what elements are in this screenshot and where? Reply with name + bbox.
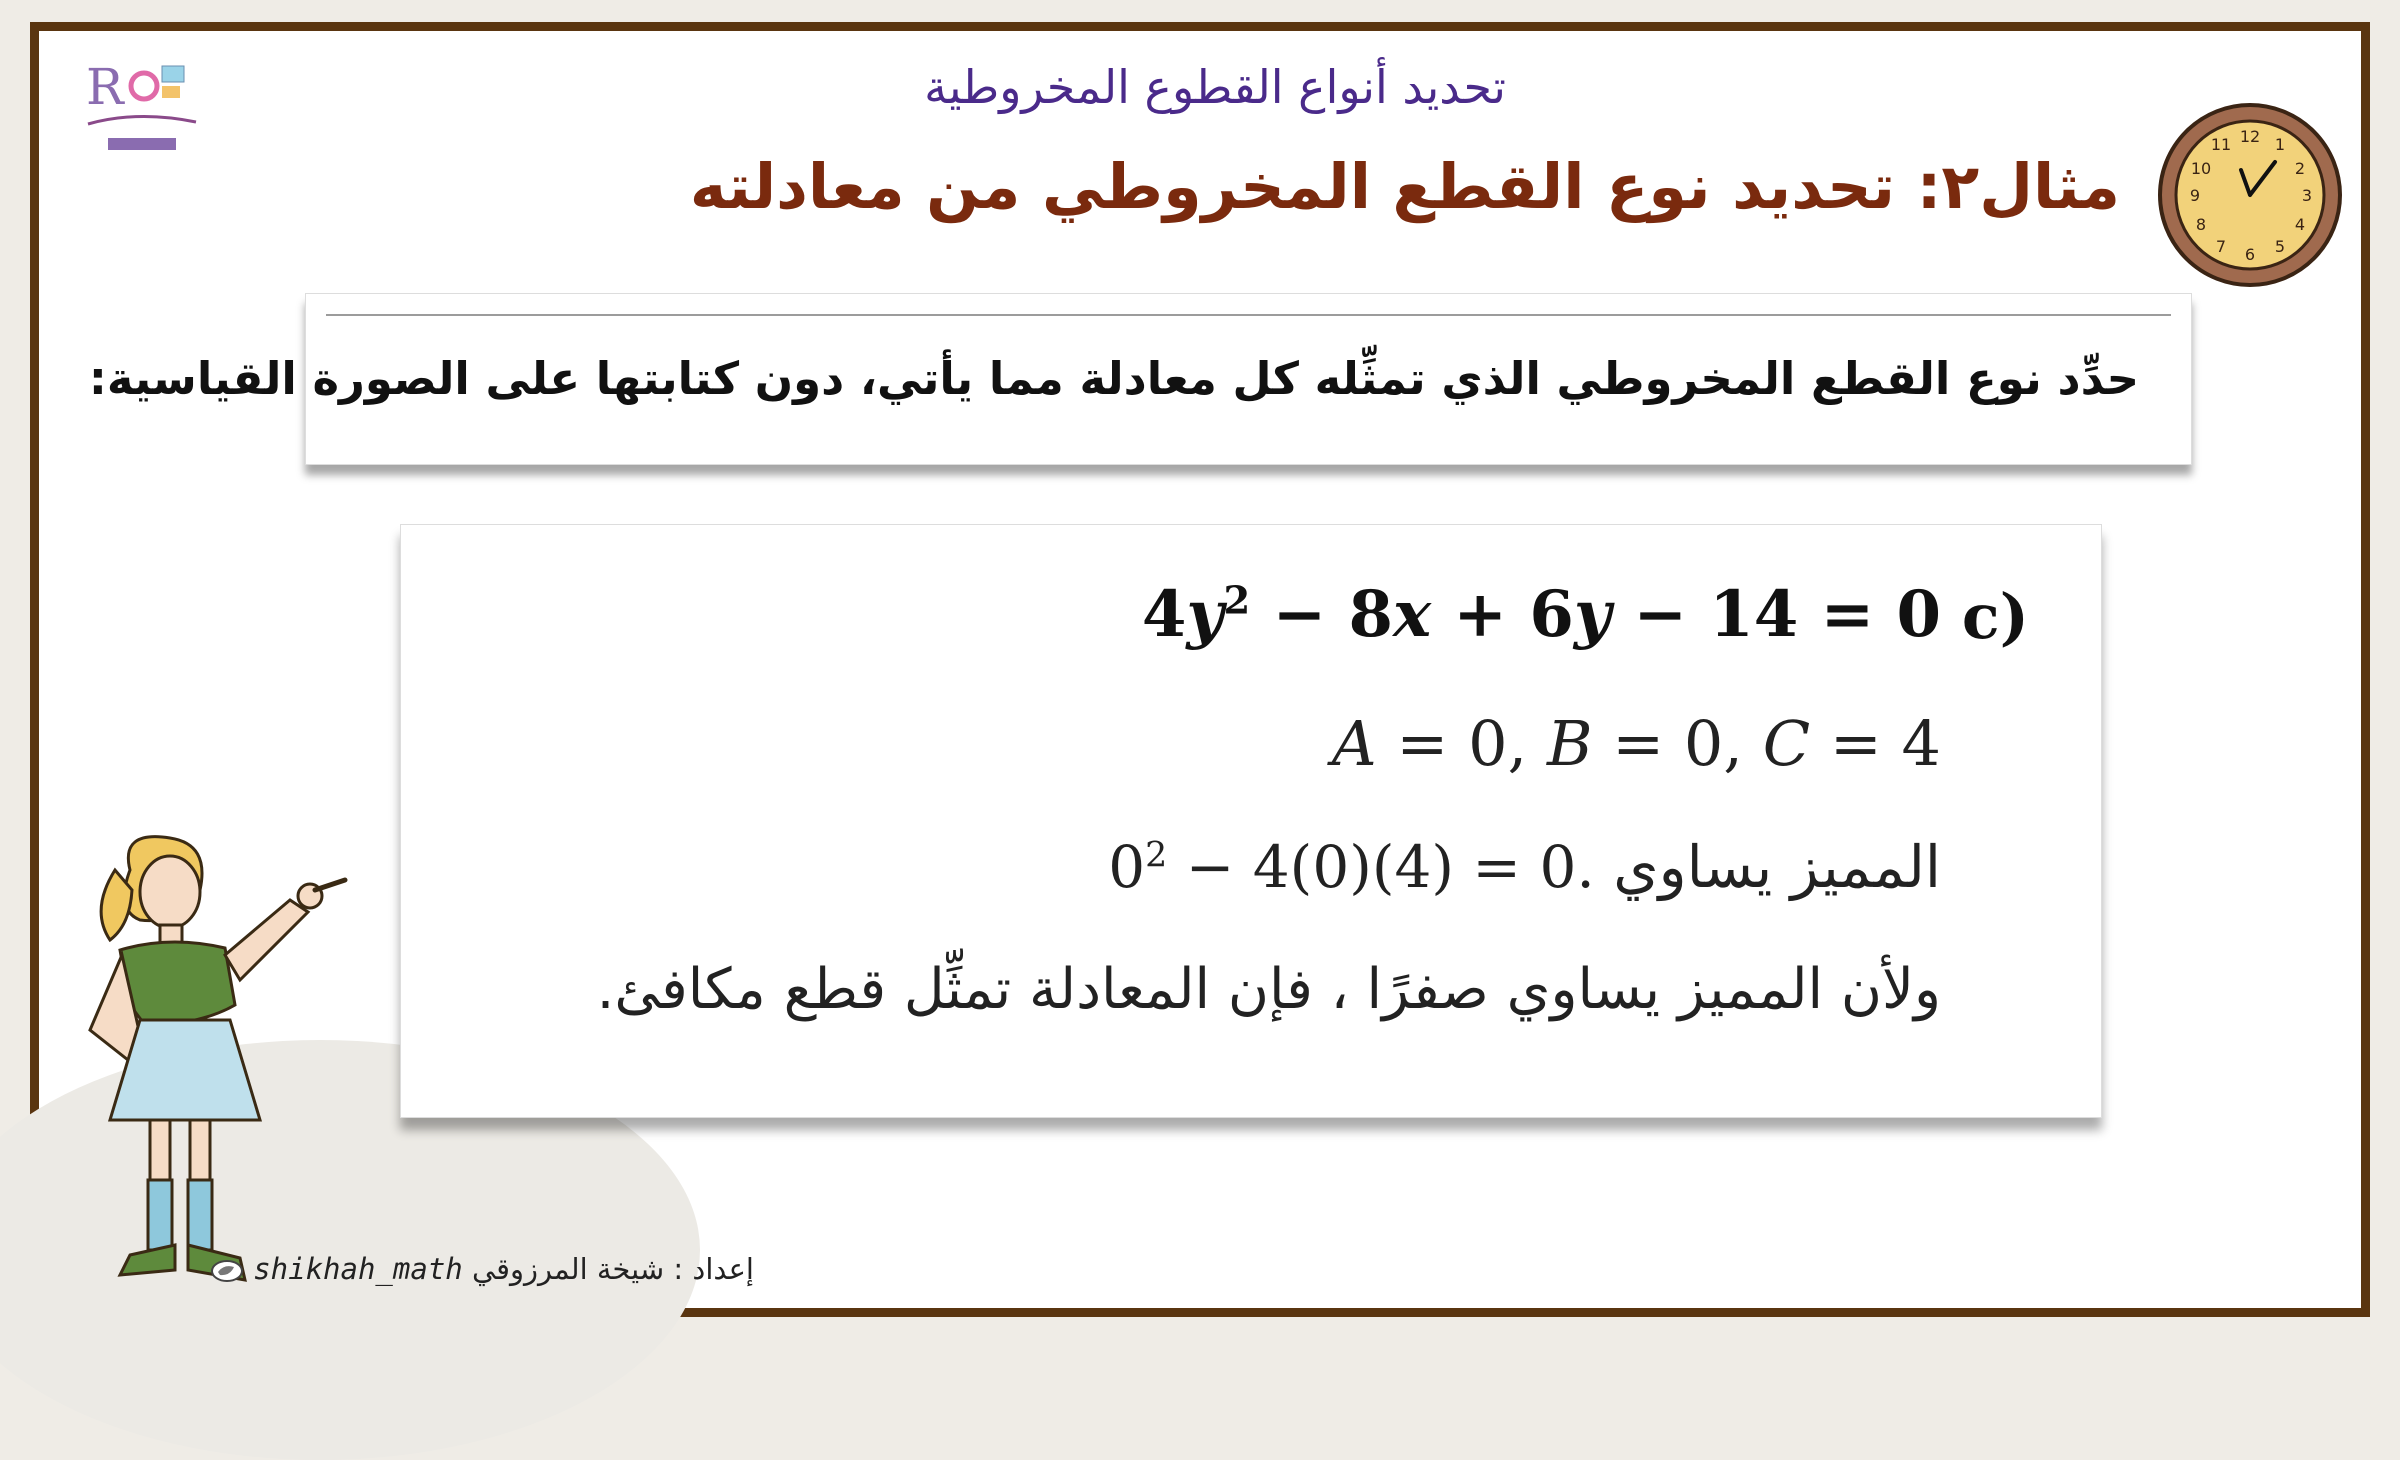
svg-text:1: 1 [2274,135,2286,154]
coefficients-line [1332,707,1941,780]
coef-a: A [1331,707,1377,780]
pointing-girl-illustration [60,830,350,1290]
eq-var-y2: y [1573,577,1612,652]
discriminant-line [1108,833,1941,901]
coef-b-value: = 0, [1592,707,1763,780]
clock-icon [2155,100,2345,290]
footer-prepared-by: إعداد : شيخة المرزوقي [471,1252,754,1286]
svg-text:2: 2 [2294,159,2306,178]
eq-exponent: 2 [1223,578,1251,624]
eq-var-y: y [1186,577,1224,652]
slide-subtitle: تحديد أنواع القطوع المخروطية [924,60,1506,114]
coef-b: B [1546,707,1593,780]
svg-text:3: 3 [2301,186,2313,205]
coef-c: C [1762,707,1811,780]
eq-var-x: x [1392,577,1432,652]
card-rule [326,314,2171,316]
twitter-bird-icon [210,1258,244,1284]
svg-text:5: 5 [2274,237,2286,256]
conclusion-line: ولأن المميز يساوي صفرًا ، فإن المعادلة تمثِّل قطع مكافئ. [596,957,1941,1022]
svg-text:9: 9 [2189,186,2201,205]
svg-text:7: 7 [2215,237,2227,256]
discriminant-rest: − 4(0)(4) = 0. [1167,833,1595,901]
equation [1142,577,1941,652]
discriminant-exponent: 2 [1145,835,1168,876]
solution-card [400,524,2102,1118]
svg-text:8: 8 [2195,215,2207,234]
eq-term-14: − 14 = 0 [1611,577,1941,652]
footer-handle: shikhah_math [253,1252,463,1286]
discriminant-expression [1108,833,1595,901]
eq-term-6: + 6 [1431,577,1574,652]
instruction-text: حدِّد نوع القطع المخروطي الذي تمثِّله كل معادلة مما يأتي، دون كتابتها على الصورة القياسية: [88,352,2139,405]
eq-term-8: − 8 [1250,577,1393,652]
svg-text:R: R [86,58,124,116]
svg-text:6: 6 [2244,245,2256,264]
discriminant-base: 0 [1108,833,1146,901]
eq-coef-4: 4 [1141,577,1187,652]
discriminant-label: المميز يساوي [1594,833,1941,901]
coef-c-value: = 4 [1810,707,1941,780]
svg-text:10: 10 [2190,159,2212,178]
ro-math-logo [78,52,208,162]
svg-text:12: 12 [2239,127,2261,146]
coef-a-value: = 0, [1376,707,1547,780]
part-letter: c) [1961,580,2029,653]
footer-credit [210,1252,754,1286]
instruction-card [88,293,2192,465]
svg-text:4: 4 [2294,215,2306,234]
slide-title: مثال٢: تحديد نوع القطع المخروطي من معادلته [689,150,2120,223]
svg-text:11: 11 [2210,135,2232,154]
